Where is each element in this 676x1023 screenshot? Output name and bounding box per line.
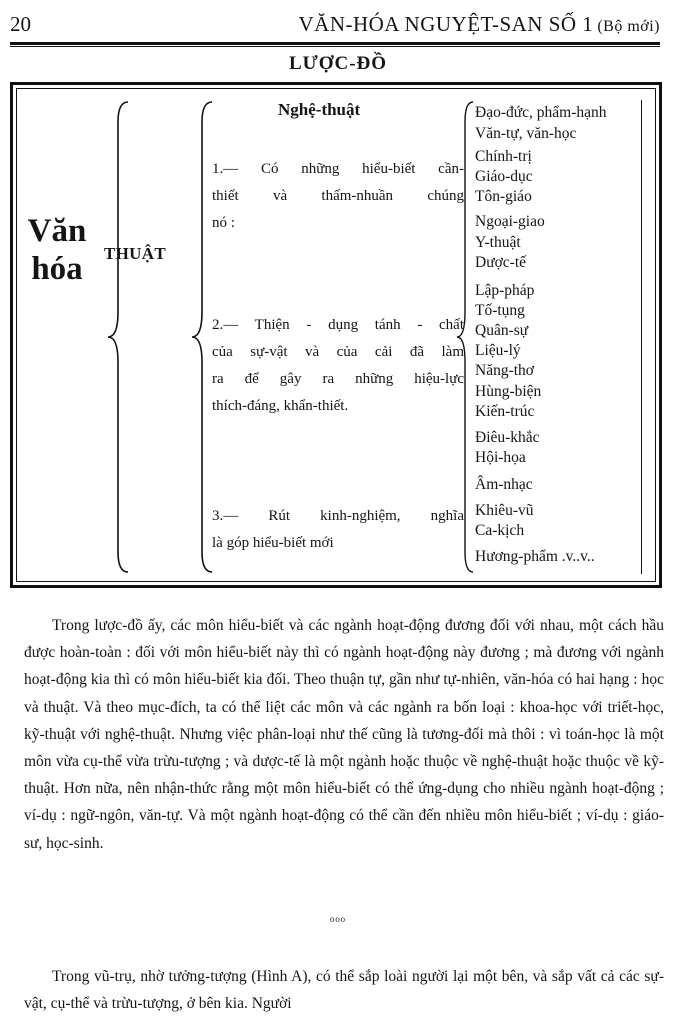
section-ornament: ᵒᵒᵒ [330, 914, 346, 930]
right-list-item: Giáo-dục [475, 168, 533, 185]
header-rule-thin [10, 46, 660, 47]
column-title: Nghệ-thuật [278, 100, 361, 119]
right-list-item: Hội-họa [475, 449, 526, 466]
left-brace [100, 100, 130, 574]
body-paragraph-1 [24, 612, 664, 857]
paragraph-text: Trong vũ-trụ, nhờ tưởng-tượng (Hình A), có thể sắp loài người lại một bên, và sắp vất cả các sự-vật, cụ-thể và trừu-tượng, ở bên kia. Người [24, 968, 664, 1013]
running-title [298, 12, 660, 37]
right-list-item: Lập-pháp [475, 282, 535, 299]
body-paragraph-2 [24, 963, 664, 1017]
right-list-item: Quân-sự [475, 322, 529, 339]
item-line: 2.— Thiện - dụng tánh - chất [212, 317, 464, 333]
right-list-item: Hương-phẩm .v..v.. [475, 548, 595, 565]
right-list-item: Y-thuật [475, 234, 521, 251]
diagram-item-1 [212, 156, 464, 237]
right-list-item: Chính-trị [475, 148, 532, 165]
running-title-main: VĂN-HÓA NGUYỆT-SAN SỐ 1 [298, 12, 594, 36]
item-line: của sự-vật và của cải đã làm [212, 344, 464, 360]
right-list-item: Đạo-đức, phẩm-hạnh [475, 104, 607, 121]
page-number: 20 [10, 12, 31, 36]
right-list-item: Liệu-lý [475, 342, 521, 359]
item-line: ra để gây ra những hiệu-lực [212, 371, 464, 387]
item-line: thiết và thấm-nhuần chúng [212, 188, 464, 204]
diagram-branch-label: THUẬT [104, 244, 166, 263]
right-list-item: Tố-tụng [475, 302, 525, 319]
item-line: 1.— Có những hiểu-biết cần- [212, 161, 464, 177]
right-list-item: Ngoại-giao [475, 213, 545, 230]
right-list-item: Năng-thơ [475, 362, 534, 379]
diagram-title: LƯỢC-ĐỒ [288, 53, 388, 74]
right-list-item: Tôn-giáo [475, 188, 532, 205]
item-line: 3.— Rút kinh-nghiệm, nghĩa [212, 508, 464, 524]
right-vertical-rule [641, 100, 642, 574]
item-line: thích-đáng, khẩn-thiết. [212, 398, 349, 414]
diagram-item-3 [212, 503, 464, 557]
right-list-item: Ca-kịch [475, 522, 525, 539]
paragraph-text: Trong lược-đồ ấy, các môn hiểu-biết và các ngành hoạt-động đương đối với nhau, một cách hầu được hoàn-toàn : đối với môn hiểu-biết này thì có ngành hoạt-động này đương ; mà đương với ngành hoạt-động kia thì có môn hiểu-biết kia đối. Theo thuận tự, gần như tự-nhiên, văn-hóa có hai hạng : học và thuật. Và theo mục-đích, ta có thể liệt các môn và các ngành ra bốn loại : khoa-học với triết-học, kỹ-thuật với nghệ-thuật. Nhưng việc phân-loại như thế cũng là tương-đối mà thôi : vì toán-học là một môn vừa cụ-thể vừa trừu-tượng ; và dược-tế là một ngành hoặc thuộc về nghệ-thuật hoặc thuộc về kỹ-thuật. Hơn nữa, nên nhận-thức rằng một môn hiểu-biết có thể ứng-dụng cho nhiều ngành hoạt-động ; ví-dụ : ngữ-ngôn, văn-tự. Và một ngành hoạt-động có thể cần đến nhiều môn hiểu-biết ; ví-dụ : giáo-sư, học-sinh. [24, 617, 664, 852]
right-list-item: Hùng-biện [475, 383, 542, 400]
item-line: là góp hiểu-biết mới [212, 535, 334, 551]
diagram-root-label: Văn hóa [27, 213, 87, 287]
middle-brace [188, 100, 214, 574]
item-line: nó : [212, 215, 235, 231]
right-list-item: Điêu-khắc [475, 429, 540, 446]
right-list-item: Khiêu-vũ [475, 502, 534, 519]
page-header [10, 8, 660, 38]
diagram-item-2 [212, 312, 464, 420]
right-list-item: Dược-tế [475, 254, 527, 271]
right-brace [455, 100, 475, 574]
right-list-item: Văn-tự, văn-học [475, 125, 577, 142]
running-title-sub: (Bộ mới) [597, 18, 660, 35]
right-list-item: Âm-nhạc [475, 476, 533, 493]
right-list-item: Kiến-trúc [475, 403, 535, 420]
header-rule [10, 42, 660, 45]
